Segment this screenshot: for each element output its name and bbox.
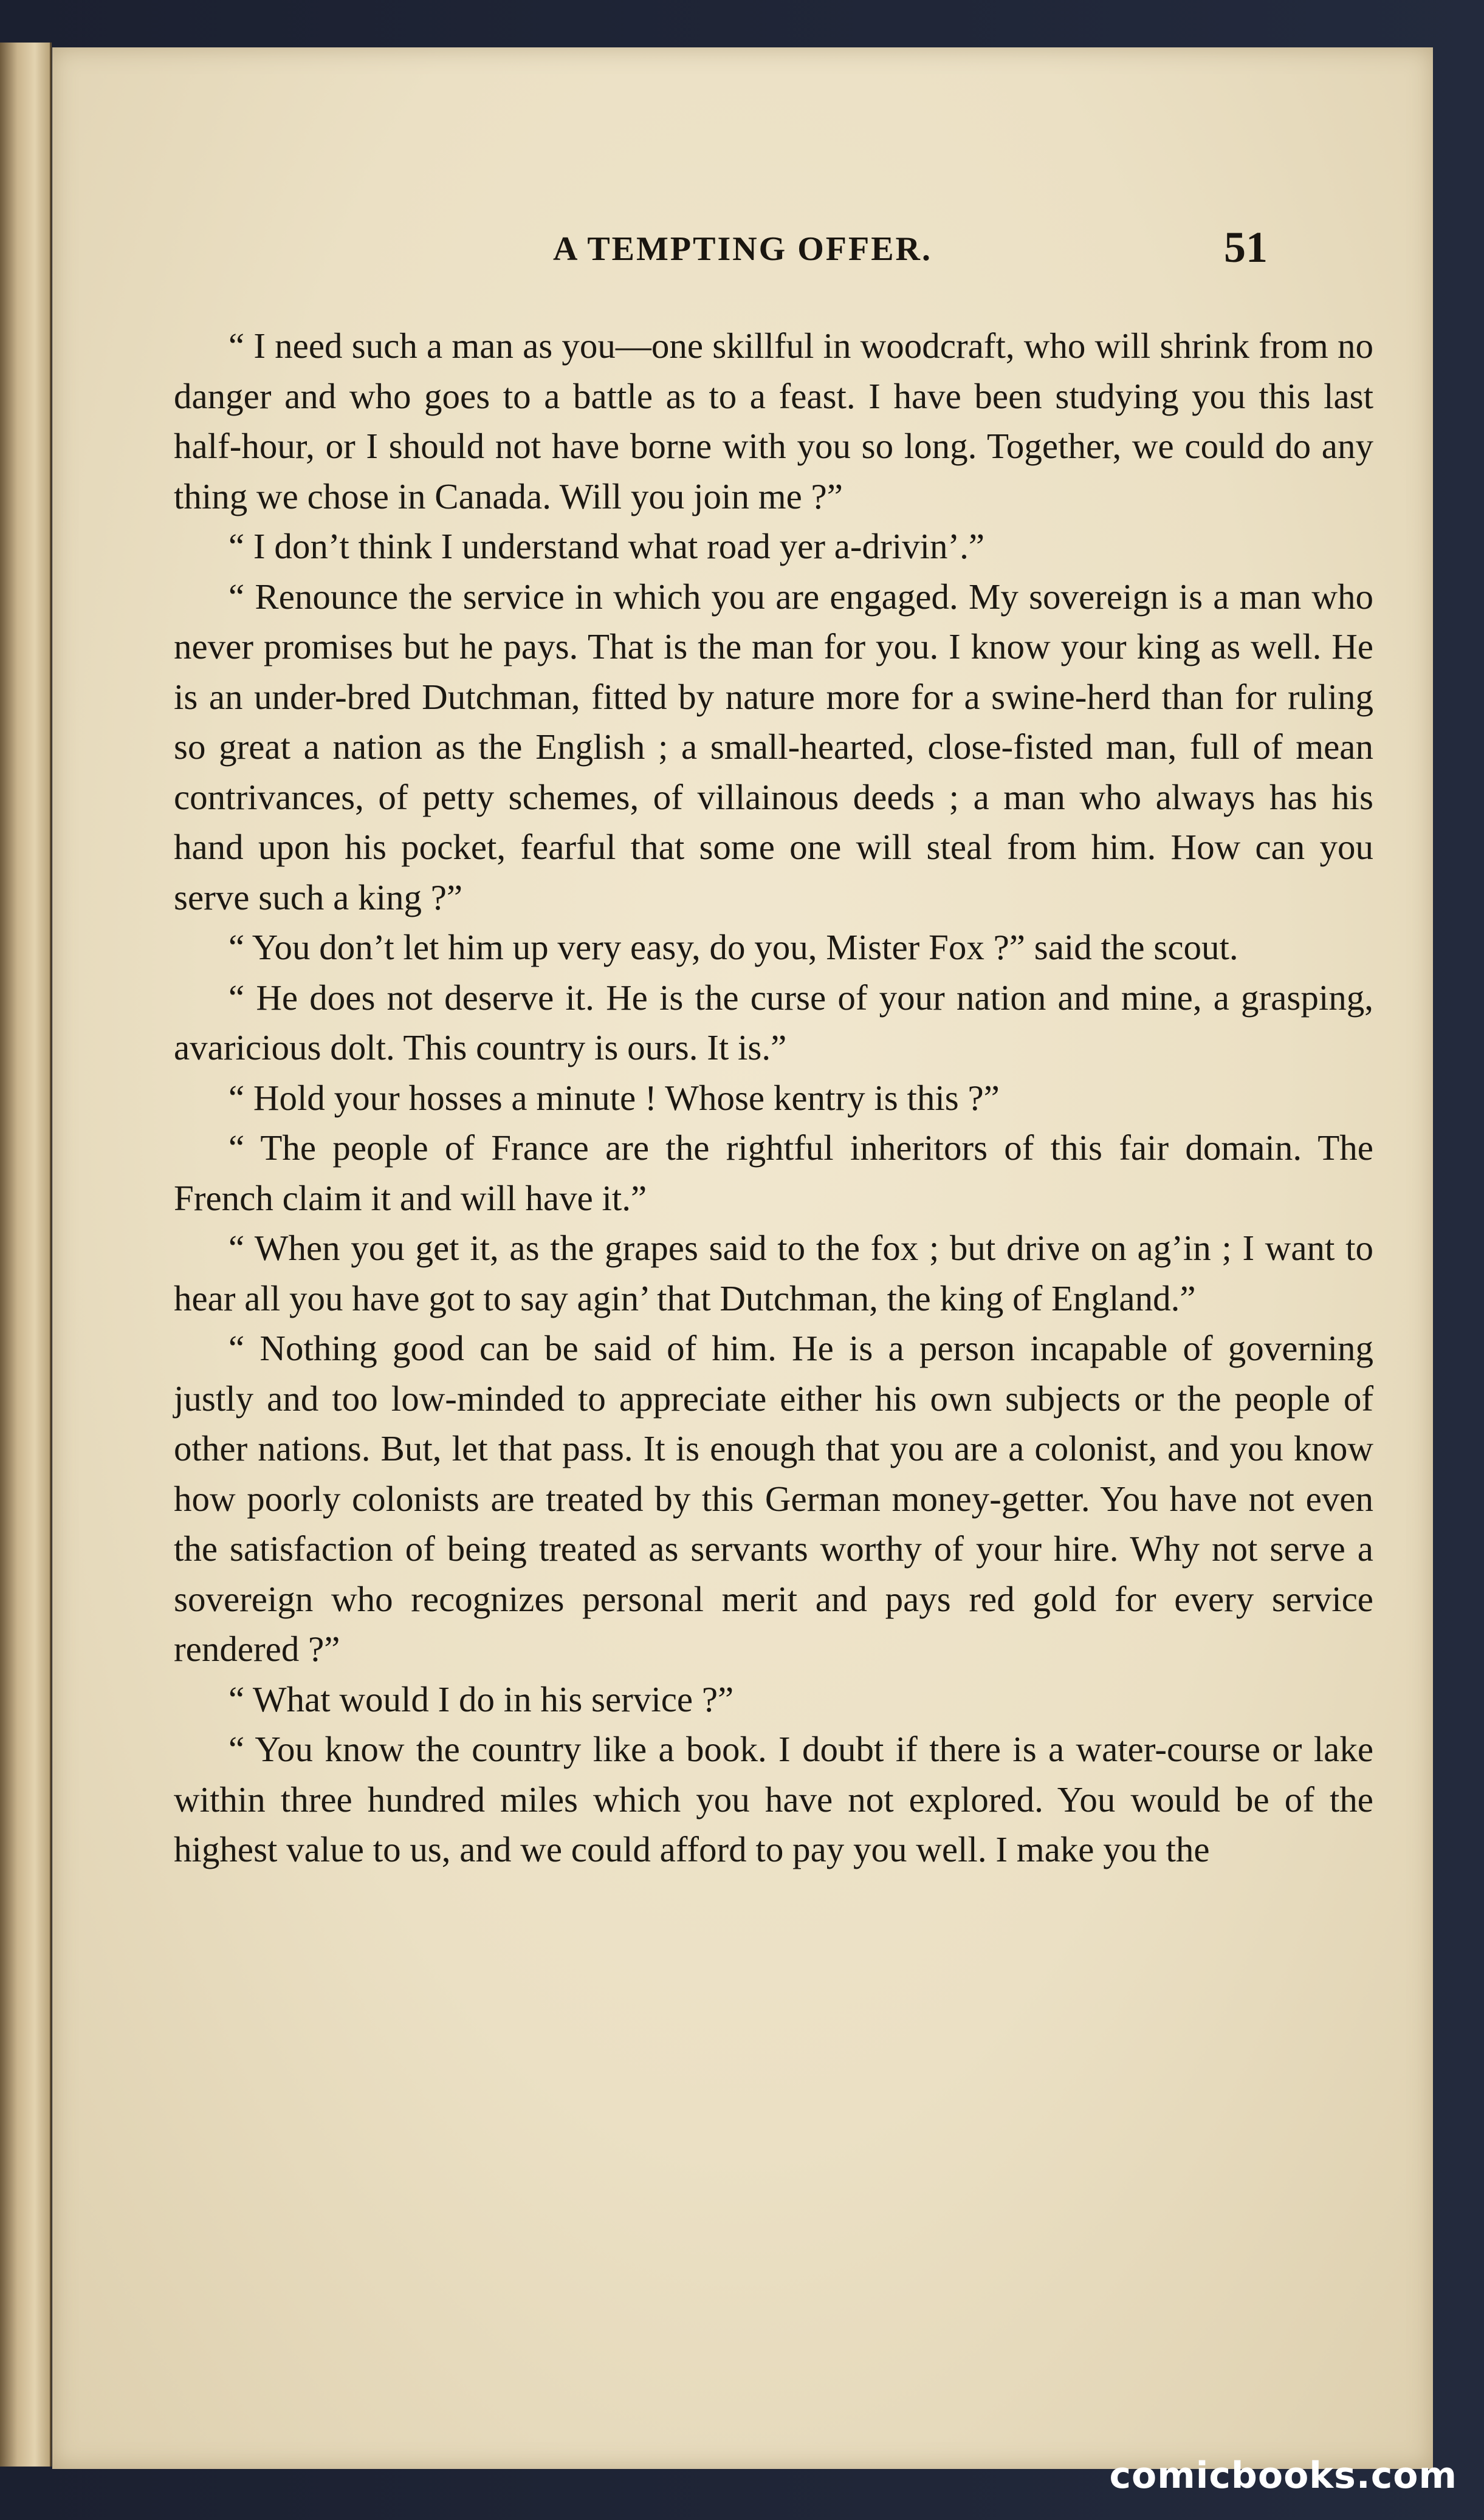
paragraph: “ Renounce the service in which you are engaged. My sovereign is a man who never promises but he pays. That is the man for you. I know your king as well. He is an under-bred Dutchman, fitted by nature more for a swine-herd than for ruling so great a nation as the English ; a small-hearted, close-fisted man, full of mean contrivances, of petty schemes, of villainous deeds ; a man who always has his hand upon his pocket, fearful that some one will steal from him. How can you serve such a king ?” <box>174 576 1373 917</box>
paragraph: “ When you get it, as the grapes said to the fox ; but drive on ag’in ; I want to hear all you have got to say agin’ that Dutchman, the king of England.” <box>174 1228 1373 1318</box>
paragraph: “ The people of France are the rightful inheritors of this fair domain. The French claim it and will have it.” <box>174 1128 1373 1218</box>
paragraph: “ Hold your hosses a minute ! Whose kentry is this ?” <box>228 1077 1000 1118</box>
watermark: comicbooks.com <box>1109 2454 1457 2497</box>
body-text <box>174 321 1373 1875</box>
paragraph: “ You don’t let him up very easy, do you, Mister Fox ?” said the scout. <box>228 927 1238 967</box>
paragraph: “ You know the country like a book. I doubt if there is a water-course or lake within three hundred miles which you have not explored. You would be of the highest value to us, and we could afford to pay you well. I make you the <box>174 1729 1373 1869</box>
paragraph: “ Nothing good can be said of him. He is a person incapable of governing justly and too low-minded to appreciate either his own subjects or the people of other nations. But, let that pass. It is enough that you are a colonist, and you know how poorly colonists are treated by this German money-getter. You have not even the satisfaction of being treated as servants worthy of your hire. Why not serve a sovereign who recognizes personal merit and pays red gold for every service rendered ?” <box>174 1328 1373 1669</box>
paragraph: “ I need such a man as you—one skillful in woodcraft, who will shrink from no danger and who goes to a battle as to a feast. I have been studying you this last half-hour, or I should not have borne with you so long. Together, we could do any thing we chose in Canada. Will you join me ?” <box>174 326 1373 516</box>
paragraph: “ I don’t think I understand what road yer a-drivin’.” <box>228 526 985 566</box>
page-number: 51 <box>1224 223 1268 272</box>
paragraph: “ He does not deserve it. He is the curse of your nation and mine, a grasping, avaricious dolt. This country is ours. It is.” <box>174 977 1373 1067</box>
book-spine-edge <box>0 43 52 2467</box>
paragraph: “ What would I do in his service ?” <box>228 1679 734 1719</box>
running-head: A TEMPTING OFFER. <box>552 230 932 268</box>
page-sheet <box>52 47 1433 2469</box>
